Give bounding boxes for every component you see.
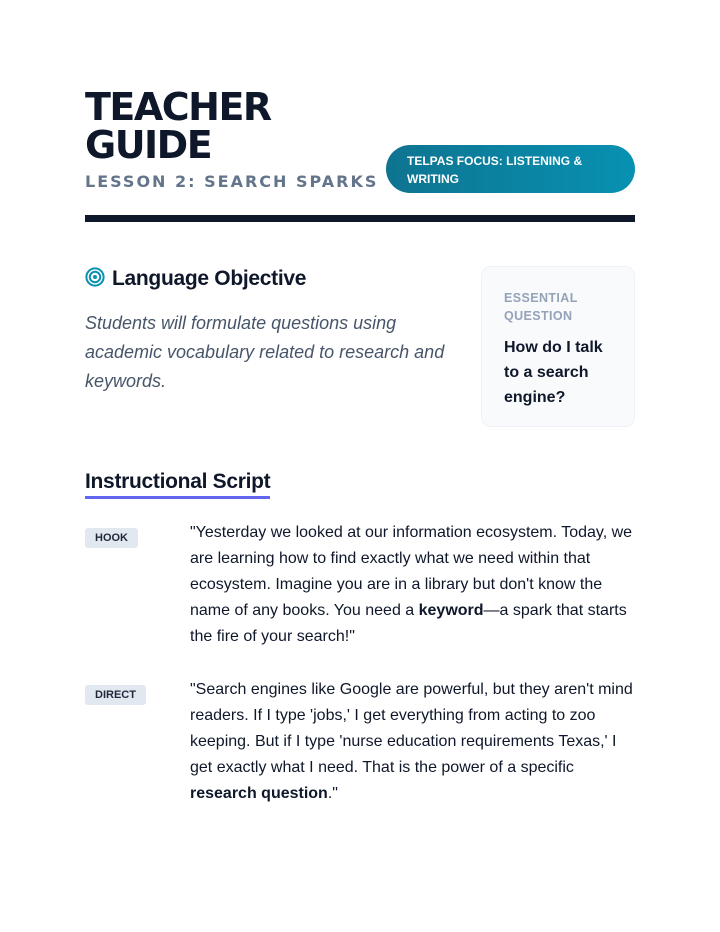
research-question-term: research question xyxy=(190,785,328,802)
page-title: TEACHER GUIDE xyxy=(85,85,271,167)
instructional-script-title: Instructional Script xyxy=(85,469,270,499)
keyword-term: keyword xyxy=(418,602,484,619)
direct-text: "Search engines like Google are powerful, but they aren't mind readers. If I type 'jobs,' I get everything from acting to zoo keeping. But if I type 'nurse education requirements Texas,' I get exactly what I need. That is the power of a specific research question." xyxy=(190,681,633,802)
essential-question-text: How do I talk to a search engine? xyxy=(504,339,603,406)
target-icon xyxy=(85,265,105,293)
header-divider xyxy=(85,215,635,222)
hook-text: "Yesterday we looked at our information ecosystem. Today, we are learning how to find exactly what we need within that ecosystem. Imagine you are in a library but don't know the name of any books. You need a keyword—a spark that starts the fire of your search!" xyxy=(190,524,633,645)
objective-text: Students will formulate questions using academic vocabulary related to research and keywords. xyxy=(85,313,445,391)
essential-question-card xyxy=(481,266,635,427)
language-objective-section xyxy=(85,265,455,396)
teacher-guide-page xyxy=(85,85,635,802)
direct-tag: DIRECT xyxy=(85,685,146,705)
hook-tag: HOOK xyxy=(85,528,138,548)
objective-title: Language Objective xyxy=(112,267,307,290)
guide-header xyxy=(85,85,635,216)
essential-question-label: ESSENTIAL QUESTION xyxy=(504,291,578,323)
objective-heading xyxy=(85,265,455,293)
lesson-subtitle: LESSON 2: SEARCH SPARKS xyxy=(85,172,379,191)
telpas-focus-badge: TELPAS FOCUS: LISTENING & WRITING xyxy=(386,145,635,193)
